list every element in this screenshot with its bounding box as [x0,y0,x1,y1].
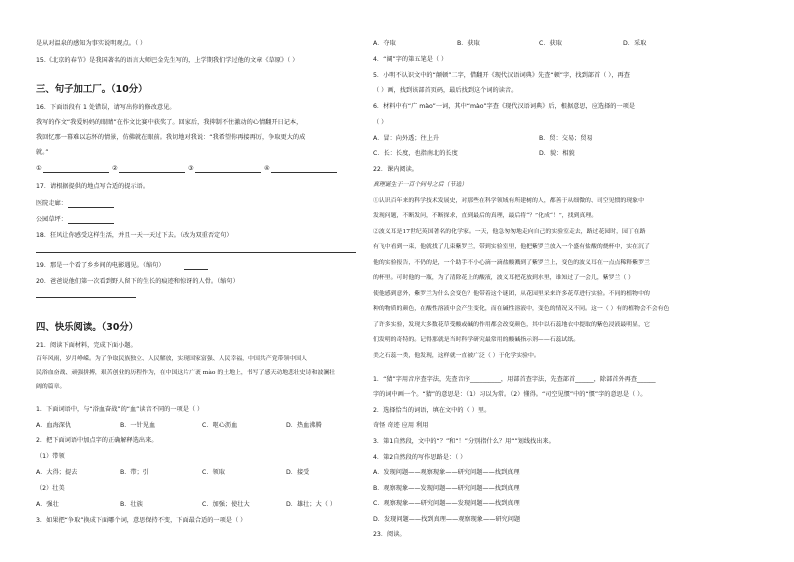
q16-mark-2: ② [112,165,118,172]
q21-6-line2: （ ） [373,119,388,126]
option-b[interactable]: B．一针见血 [120,422,156,429]
q16-text-line3: 就。” [36,149,49,156]
option-c[interactable]: C．领取 [202,469,225,476]
option-a[interactable]: A．夺取 [373,40,396,47]
passage-line: 了许多实验，发现大多数花草受酸或碱的作用都会改变颜色，其中以石蕊地衣中提取的紫色浸液最明显，它 [373,322,650,328]
passage-line2: 民浴血奋战、顽强拼搏，艰苦创业的历程作为，在中国这片广袤 mào 的土地上，书写了感天动地悲壮史诗和波澜壮 [36,370,336,376]
passage-line: 发现问题，不断发问，不断探求，直到最后的真理，最后将“？”化成“！”，找到真理。 [373,213,598,219]
q18: 18．狂风让你感受这样生活，并且一天一天过下去。（改为双重否定句） [36,232,233,239]
q22-1-line2: 字的词中画一个。“猜”的意思是：（1）习以为常。（2）懂得。“司空见惯”中的“惯”字的意思是（ ）。 [373,391,647,398]
option-d[interactable]: D．接受 [286,469,310,476]
passage-title: 真理诞生于一百个问号之后（节选） [373,182,468,188]
answer-line[interactable] [195,172,261,173]
option-a[interactable]: A．强壮 [36,501,59,508]
answer-line[interactable] [43,172,109,173]
passage-line3: 阔的篇章。 [36,384,66,390]
option-b[interactable]: B．带；引 [120,469,149,476]
q16-mark-4: ④ [264,165,270,172]
q17-park: 公园草坪： [36,216,67,223]
q16-text-line1: 我写的作文“我爱妈妈的眼睛”在作文比赛中获奖了。回家后，我抑制不住激动的心情翻开日记本， [36,119,303,126]
option-a[interactable]: A．血海深仇 [36,422,72,429]
option-c[interactable]: C．获取 [539,40,562,47]
passage-line: ②波义耳是17世纪英国著名的化学家。一天，他急匆匆地走向自己的实验室走去，路过花园时，园丁在路 [373,229,646,235]
option-b[interactable]: B．获取 [457,40,480,47]
option-c[interactable]: C．加强；使壮大 [202,501,250,508]
q21-3: 3．如果把“争取”换成下面哪个词，意思保持不变，下面最合适的一项是（ ） [36,517,247,524]
q21-2: 2．把下面词语中加点字的正确解释选出来。 [36,437,158,444]
q22-2: 2．选择恰当的词语，填在文中的（ ）里。 [373,407,491,414]
word-bank: 奇怪 奇迹 应用 利用 [373,422,429,429]
option-b[interactable]: B．观察现象——发现问题——研究问题——找到真理 [373,485,520,492]
q20: 20．爸爸说他们第一次看到野人留下的生长的痕迹和惊讶的人骨。（缩句） [36,278,239,285]
passage-line: 有飞中看到一束，他就找了几束紫罗兰，带到实验室里，他把紫罗兰放入一个盛有盐酸的烧杯中，实在沉了 [373,244,650,250]
option-a[interactable]: A．发现问题——观察现象——研究问题——找到真理 [373,469,520,476]
passage-line: 们发明的奇特的。记得那就是当时科学研究最常用的酸碱指示剂——石蕊试纸。 [373,337,580,343]
q17-prompt: 17．请根据提供的地点写合适的提示语。 [36,183,150,190]
q16-mark-1: ① [36,165,42,172]
q23-prompt: 23．阅读。 [373,531,406,538]
section-3-heading: 三、句子加工厂。（10分） [36,84,148,95]
option-d[interactable]: D．貌：相貌 [539,150,575,157]
section-4-heading: 四、快乐阅读。（30分） [36,322,139,333]
q21-5-line1: 5．小明不认识文中的“颠顿”二字，借翻开《现代汉语词典》先查“顿”字，找到部首（ ），再查 [373,72,630,79]
q22-3: 3．第1自然段，文中的“？”和“！”分别指什么？用“”划线找出来。 [373,438,555,445]
option-c[interactable]: C．观察现象——研究问题——发现问题——找到真理 [373,500,520,507]
answer-line[interactable] [68,207,114,208]
passage-line: ①认识百年来的科学技术发展史，对那些在科学领域有所建树的人，都善于从细微的、司空见惯的现象中 [373,198,644,204]
option-c[interactable]: C．呕心沥血 [202,422,238,429]
passage-line1: 百年风雨，岁月峥嵘。为了争取民族独立、人民解放，实现国家富强、人民幸福，中国共产党带领中国人 [36,356,307,362]
q21-5-line2: （ ）画，找到该部首页码，最后找到这个词的读音。 [373,87,518,94]
q15: 15.《北京的春节》是我国著名的语言大师巴金先生写的，上学期我们学过他的文章《草原》（ ） [36,57,299,64]
option-a[interactable]: A．冒：向外透；往上升 [373,135,440,142]
option-b[interactable]: B．壮族 [120,501,143,508]
answer-line[interactable] [184,269,208,270]
passage-line: 的杯里。可时他的一瓶，为了清除花上的酸液，波义耳把花放到水里，谁知过了一会儿，紫罗兰（ ） [373,275,635,281]
q21-4: 4．“阔”字的第五笔是（ ） [373,56,448,63]
q22-1-line1: 1．“猜”字用音序查字法，先查音序__________，用部首查字法，先查部首______，除部首外再查______ [373,376,656,383]
option-a[interactable]: A．大得；提去 [36,469,78,476]
answer-line[interactable] [271,172,337,173]
q22-prompt: 22．课内阅读。 [373,166,418,173]
passage-line: 美之石蕊一类，他发现，这样就一直被广泛（ ）于化学实验中。 [373,353,540,359]
q19: 19．那是一个看了乡乡间的电影遇见。（缩句） [36,262,165,269]
passage-line: 使他感到意外，紫罗兰为什么会变色？他带着这个谜团，从花园里采来许多花草进行实验。不同的植物中的 [373,291,650,297]
q16-prompt: 16．下面语段有 1 处错误，请写出你的修改意见。 [36,104,176,111]
option-d[interactable]: D．发现问题——找到真理——观察现象——研究问题 [373,516,521,523]
passage-line: 他的实验报告，不仍的是，一个助手不小心滴一滴盐酸溅到了紫罗兰上，变色的波义耳在一点点稀释紫罗兰 [373,260,650,266]
answer-line[interactable] [119,172,185,173]
option-d[interactable]: D．雄壮；大（ ） [286,501,337,508]
q21-6-line1: 6．材料中有“广 mào”一词，其中“mào”字查《现代汉语词典》后，根据意思，应选择的一项是 [373,103,636,110]
q21-2-part2: （2）壮美 [36,485,65,492]
answer-line[interactable] [36,297,136,298]
option-b[interactable]: B．贸：交易；贸易 [539,135,593,142]
q21-1: 1．下面词语中，与“浴血奋战”的“血”读音不同的一项是（ ） [36,406,204,413]
q22-4: 4．第2自然段的写作思路是：（ ） [373,454,467,461]
q17-hospital: 医院走廊： [36,200,67,207]
passage-line: 种的物质的颜色，在酸性溶液中会产生变化，而在碱性溶液中，变色的情况又不同。这一（ ）有的植物会不会有色 [373,306,670,312]
q14-tail: 是从对温泉的感知为事实说明观点。（ ） [36,40,147,47]
q21-prompt: 21．阅读下面材料，完成下面小题。 [36,342,137,349]
answer-line[interactable] [36,252,356,253]
q21-2-part1: （1）带领 [36,453,65,460]
option-d[interactable]: D．热血沸腾 [286,422,322,429]
option-c[interactable]: C．长：长度，也指南北的长度 [373,150,458,157]
option-d[interactable]: D．采取 [623,40,647,47]
q16-text-line2: 我回忆那一幕难以忘怀的情景，仿佛就在眼前。我切地对我说：“我希望你再接再厉，争取更大的成 [36,134,306,141]
answer-line[interactable] [68,223,114,224]
q16-mark-3: ③ [188,165,194,172]
